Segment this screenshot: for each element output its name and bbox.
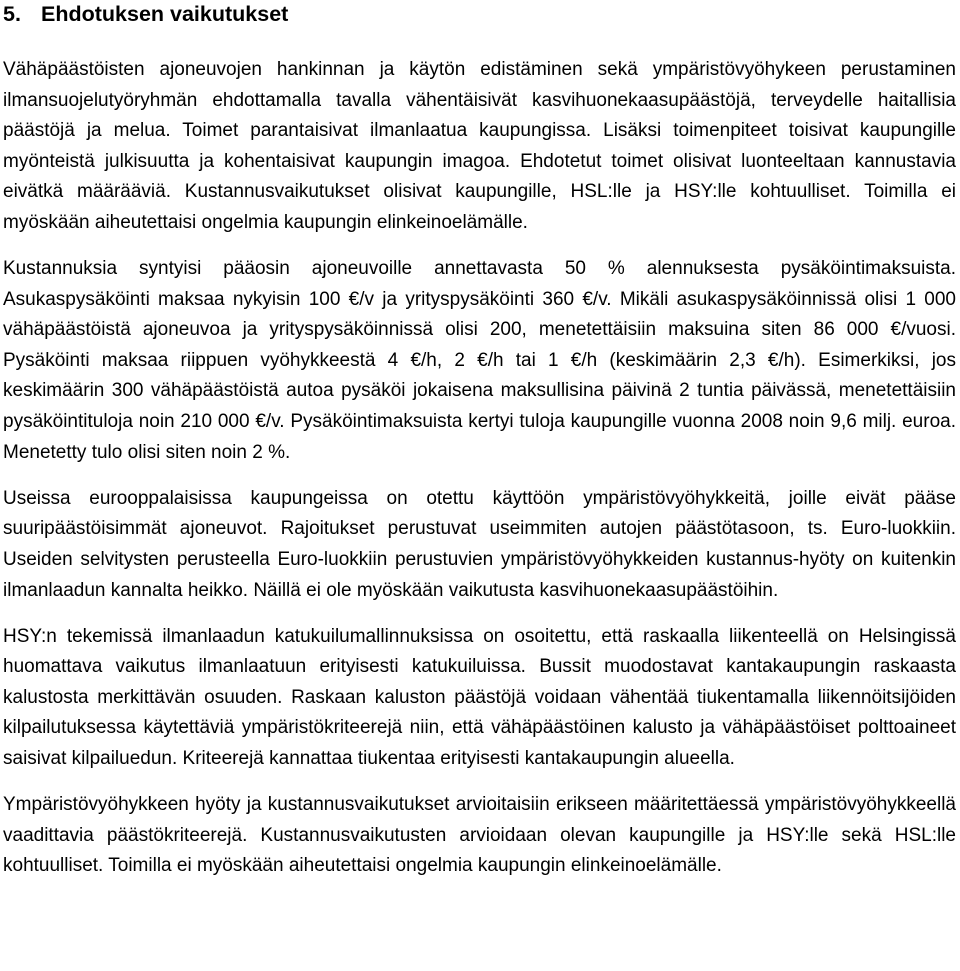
paragraph-european-zones: Useissa eurooppalaisissa kaupungeissa on otettu käyttöön ympäristövyöhykkeitä, joille eivät pääse suuripäästöisimmät ajoneuvot. Rajoitukset perustuvat useimmiten autojen päästötasoon, ts. Euro-luokkiin. Useiden selvitysten perusteella Euro-luokkiin perustuvien ympäristövyöhykkeiden kustannus-hyöty on kuitenkin ilmanlaadun kannalta heikko. Näillä ei ole myöskään vaikutusta kasvihuonekaasupäästöihin. xyxy=(3,487,956,601)
paragraph-effects-summary: Vähäpäästöisten ajoneuvojen hankinnan ja käytön edistäminen sekä ympäristövyöhykeen perustaminen ilmansuojelutyöryhmän ehdottamalla tavalla vähentäisivät kasvihuonekaasupäästöjä, terveydelle haitallisia päästöjä ja melua. Toimet parantaisivat ilmanlaatua kaupungissa. Lisäksi toimenpiteet toisivat kaupungille myönteistä julkisuutta ja kohentaisivat kaupungin imagoa. Ehdotetut toimet olisivat luonteeltaan kannustavia eivätkä määrääviä. Kustannusvaikutukset olisivat kaupungille, HSL:lle ja HSY:lle kohtuulliset. Toimilla ei myöskään aiheutettaisi ongelmia kaupungin elinkeinoelämälle. xyxy=(3,59,956,233)
section-title: Ehdotuksen vaikutukset xyxy=(41,2,289,26)
section-number: 5. xyxy=(3,2,21,26)
paragraph-hsy-modelling: HSY:n tekemissä ilmanlaadun katukuilumallinnuksissa on osoitettu, että raskaalla liikenteellä on Helsingissä huomattava vaikutus ilmanlaatuun erityisesti katukuiluissa. Bussit muodostavat kantakaupungin raskaasta kalustosta merkittävän osuuden. Raskaan kaluston päästöjä voidaan vähentää tiukentamalla liikennöitsijöiden kilpailutuksessa käytettäviä ympäristökriteerejä niin, että vähäpäästöinen kalusto ja vähäpäästöiset polttoaineet saisivat kilpailuedun. Kriteerejä kannattaa tiukentaa erityisesti kantakaupungin alueella. xyxy=(3,625,956,769)
document-page xyxy=(3,0,956,882)
paragraph-parking-costs: Kustannuksia syntyisi pääosin ajoneuvoille annettavasta 50 % alennuksesta pysäköintimaksuista. Asukaspysäköinti maksaa nykyisin 100 €/v ja yrityspysäköinti 360 €/v. Mikäli asukaspysäköinnissä olisi 1 000 vähäpäästöistä ajoneuvoa ja yrityspysäköinnissä olisi 200, menetettäisiin maksuina siten 86 000 €/vuosi. Pysäköinti maksaa riippuen vyöhykkeestä 4 €/h, 2 €/h tai 1 €/h (keskimäärin 2,3 €/h). Esimerkiksi, jos keskimäärin 300 vähäpäästöistä autoa pysäköi jokaisena maksullisina päivinä 2 tuntia päivässä, menetettäisiin pysäköintituloja noin 210 000 €/v. Pysäköintimaksuista kertyi tuloja kaupungille vuonna 2008 noin 9,6 milj. euroa. Menetetty tulo olisi siten noin 2 %. xyxy=(3,258,956,463)
paragraph-zone-assessment: Ympäristövyöhykkeen hyöty ja kustannusvaikutukset arvioitaisiin erikseen määritettäessä ympäristövyöhykkeellä vaadittavia päästökriteerejä. Kustannusvaikutusten arvioidaan olevan kaupungille ja HSY:lle sekä HSL:lle kohtuulliset. Toimilla ei myöskään aiheutettaisi ongelmia kaupungin elinkeinoelämälle. xyxy=(3,794,956,877)
section-heading xyxy=(3,0,956,27)
